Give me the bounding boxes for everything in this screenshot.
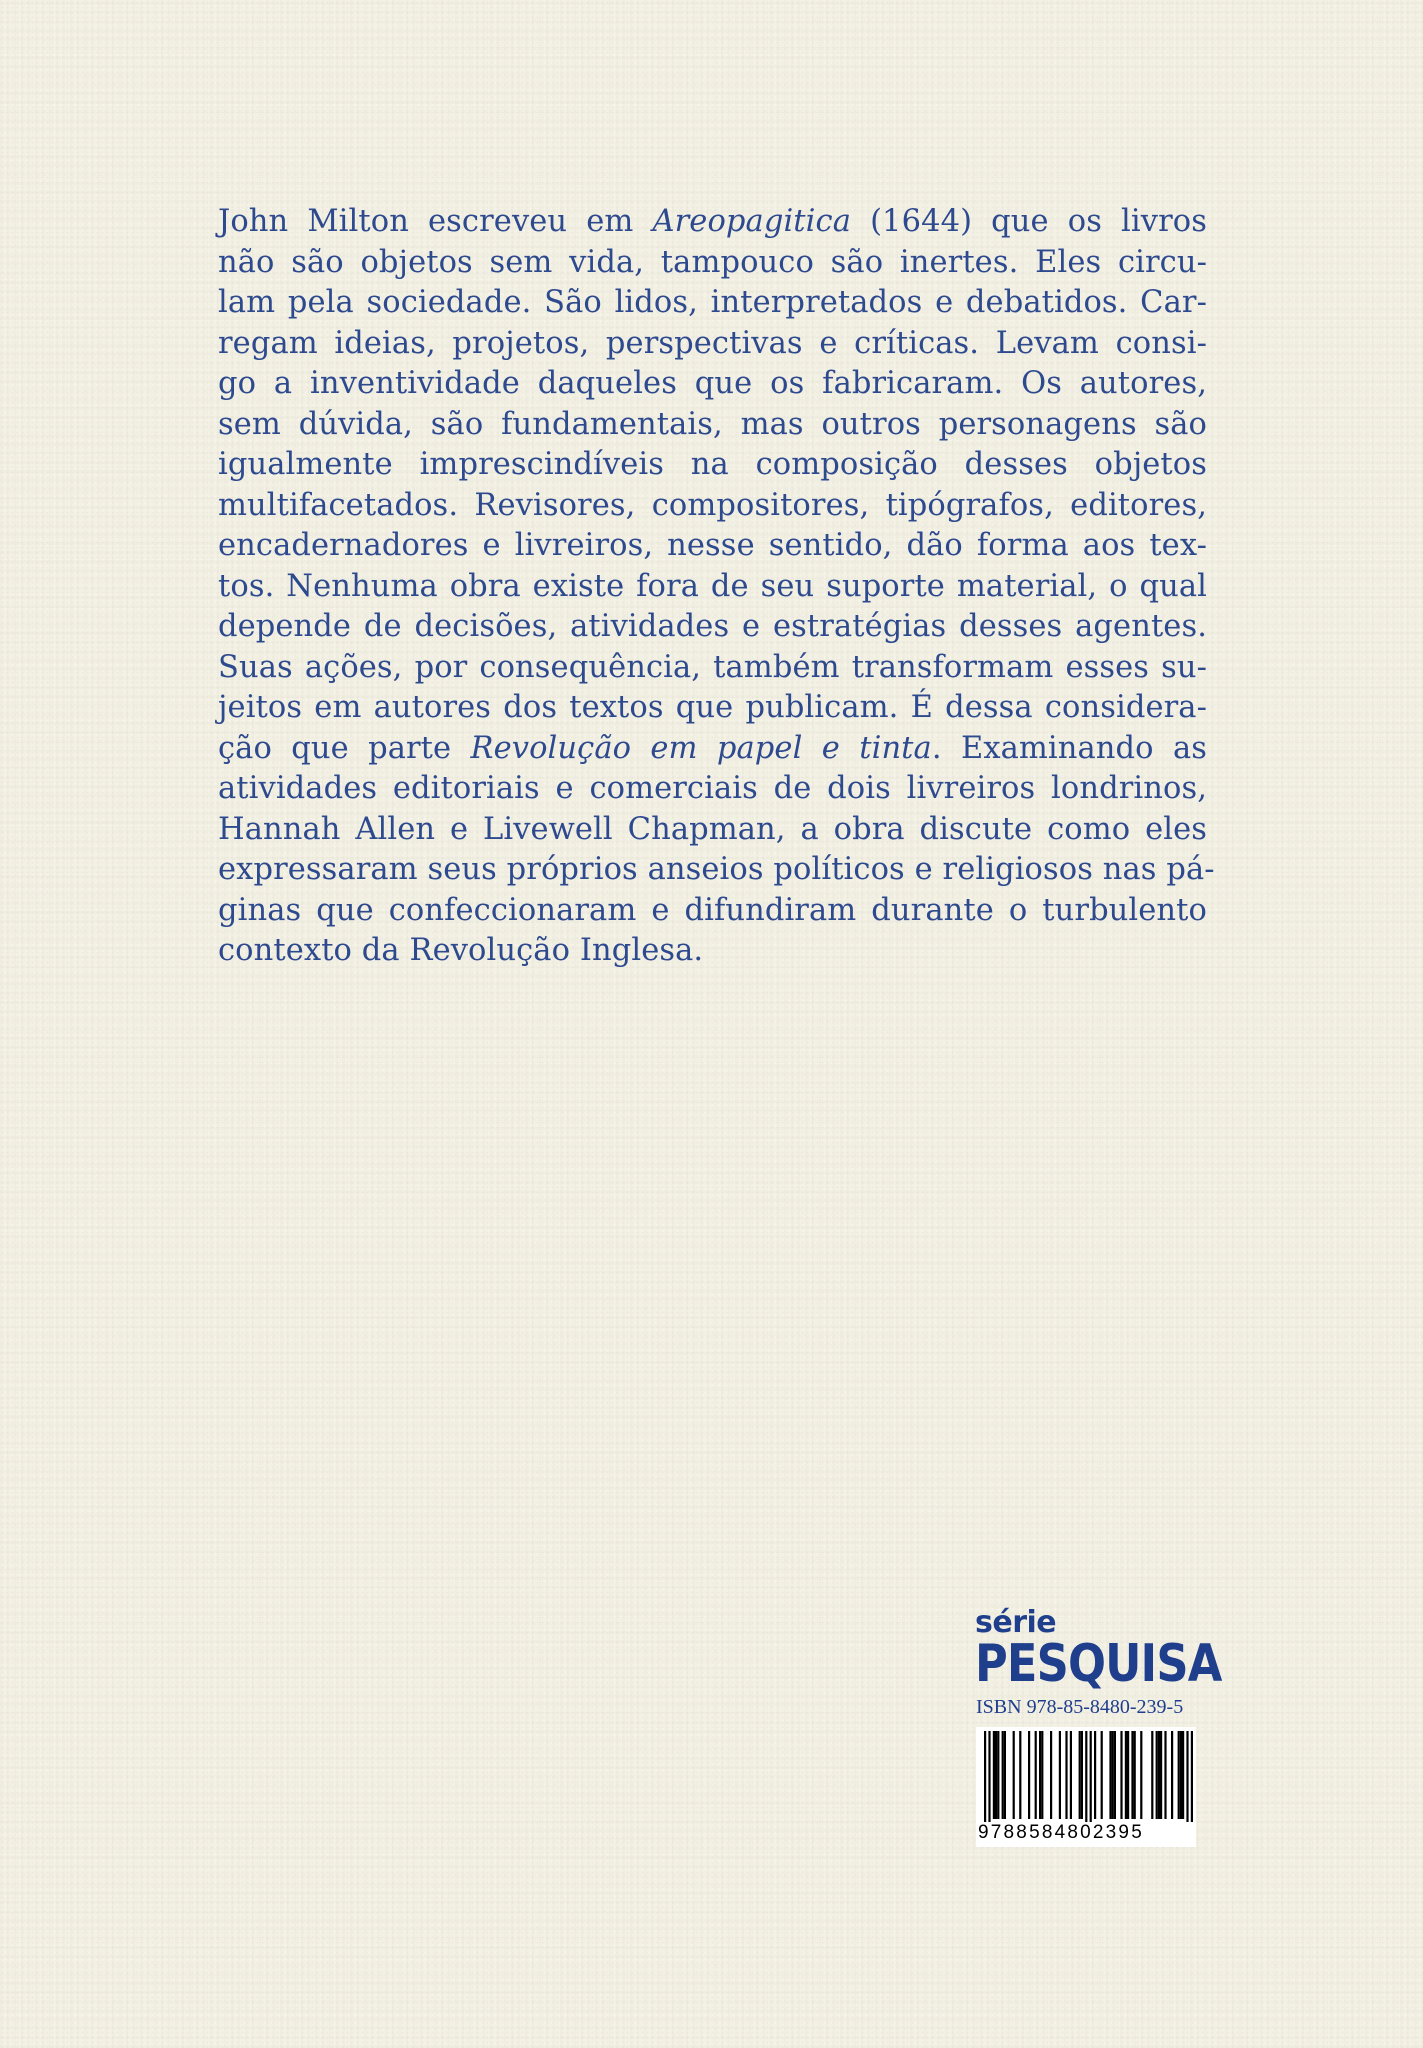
series-logo <box>975 1605 1222 1694</box>
barcode-bar <box>1101 1731 1103 1819</box>
barcode-bar <box>1019 1731 1021 1819</box>
blurb-line: go a inventividade daqueles que os fabricaram. Os autores, <box>218 366 1207 401</box>
barcode-bar <box>1094 1731 1096 1819</box>
blurb-line: regam ideias, projetos, perspectivas e críticas. Levam consi- <box>218 325 1207 361</box>
barcode-bar <box>997 1731 999 1819</box>
blurb-line: atividades editoriais e comerciais de dois livreiros londrinos, <box>218 771 1207 806</box>
barcode-bar <box>1182 1731 1184 1819</box>
barcode-bar <box>1134 1731 1136 1819</box>
barcode-bar <box>988 1731 990 1831</box>
barcode-bar <box>1178 1731 1180 1819</box>
barcode-bar <box>1186 1731 1188 1831</box>
barcode-bar <box>1079 1731 1081 1819</box>
series-logo-title: PESQUISA <box>975 1634 1222 1694</box>
barcode-bar <box>1156 1731 1158 1819</box>
blurb-line: multifacetados. Revisores, compositores, tipógrafos, editores, <box>218 487 1207 523</box>
barcode-bar <box>1085 1731 1087 1831</box>
barcode-digits: 9788584802395 <box>978 1822 1194 1844</box>
blurb-line: John Milton escreveu em Areopagitica (1644) que os livros <box>218 204 1207 239</box>
barcode-bar <box>1125 1731 1127 1819</box>
barcode-bar <box>1158 1731 1160 1819</box>
barcode-bar <box>1039 1731 1041 1819</box>
barcode-bar <box>1050 1731 1052 1819</box>
barcode-bar <box>1109 1731 1111 1819</box>
barcode-bar <box>1028 1731 1030 1819</box>
barcode-bar <box>1114 1731 1116 1819</box>
barcode-bar <box>1002 1731 1004 1819</box>
barcode-bar <box>1127 1731 1129 1819</box>
blurb-line: expressaram seus próprios anseios políticos e religiosos nas pá- <box>218 852 1215 887</box>
isbn-label: ISBN 978-85-8480-239-5 <box>976 1696 1184 1718</box>
barcode <box>976 1727 1196 1847</box>
barcode-bar <box>1180 1731 1182 1819</box>
barcode-bar <box>1160 1731 1162 1819</box>
blurb-line: igualmente imprescindíveis na composição desses objetos <box>218 447 1207 482</box>
blurb-line: Suas ações, por consequência, também transformam esses su- <box>218 649 1207 685</box>
barcode-bar <box>1164 1731 1166 1819</box>
blurb-line: contexto da Revolução Inglesa. <box>218 933 704 968</box>
barcode-bar <box>1070 1731 1072 1819</box>
barcode-bar <box>1140 1731 1142 1819</box>
blurb-line: não são objetos sem vida, tampouco são inertes. Eles circu- <box>218 244 1207 280</box>
blurb-text <box>218 202 1215 972</box>
barcode-bar <box>1171 1731 1173 1819</box>
blurb-line: ção que parte Revolução em papel e tinta. Examinando as <box>218 730 1207 766</box>
barcode-bar <box>1059 1731 1061 1819</box>
barcode-bar <box>1041 1731 1043 1819</box>
blurb-line: jeitos em autores dos textos que publicam. É dessa considera- <box>218 690 1207 725</box>
blurb-line: ginas que confeccionaram e difundiram durante o turbulento <box>218 892 1207 928</box>
barcode-bar <box>1013 1731 1015 1819</box>
barcode-bar <box>1035 1731 1037 1819</box>
barcode-bar <box>995 1731 997 1819</box>
barcode-bar <box>1065 1731 1067 1819</box>
blurb-line: sem dúvida, são fundamentais, mas outros personagens são <box>218 406 1207 442</box>
blurb-line: lam pela sociedade. São lidos, interpretados e debatidos. Car- <box>218 285 1207 320</box>
blurb-line: depende de decisões, atividades e estratégias desses agentes. <box>218 609 1207 644</box>
barcode-bar <box>1112 1731 1114 1819</box>
barcode-bar <box>1081 1731 1083 1819</box>
blurb-line: Hannah Allen e Livewell Chapman, a obra discute como eles <box>218 811 1207 847</box>
blurb-line: encadernadores e livreiros, nesse sentido, dão forma aos tex- <box>218 528 1207 563</box>
barcode-bar <box>993 1731 995 1819</box>
barcode-bar <box>1090 1731 1092 1831</box>
barcode-bar <box>1191 1731 1193 1831</box>
barcode-bar <box>1131 1731 1133 1819</box>
barcode-bar <box>1120 1731 1122 1819</box>
barcode-bar <box>1151 1731 1153 1819</box>
barcode-bar <box>984 1731 986 1831</box>
series-logo-small: série <box>975 1605 1057 1640</box>
blurb-line: tos. Nenhuma obra existe fora de seu suporte material, o qual <box>218 568 1207 604</box>
barcode-bar <box>1004 1731 1006 1819</box>
